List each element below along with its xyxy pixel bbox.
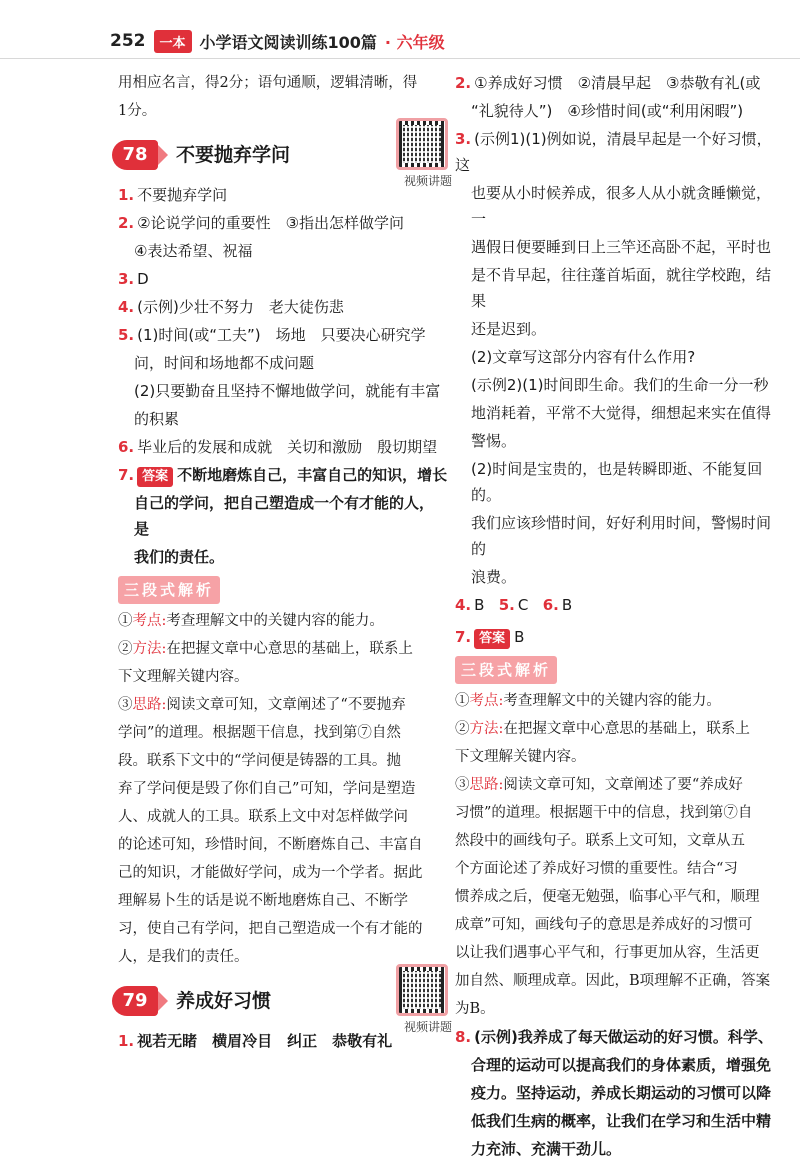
analysis-block: ①考点:考查理解文中的关键内容的能力。 ②方法:在把握文章中心意思的基础上，联系上 下文理解关键内容。 ③思路:阅读文章可知，文章阐述了“不要抛弃 学问”的道理。根据题干信息，找到第⑦自然 段。联系下文中的“学问便是铸器的工具。抛 弃了学问便是毁了你们自己”可知，学问是塑造 人、成就人的工具。联系上文中对怎样做学问 的论述可知，珍惜时间，不断磨炼自己、丰富自 己的知识，才能做好学问，成为一个学者。据此 理解易卜生的话是说不断地磨炼自己、不断学 习，使自己有学问，把自己塑造成一个有才能的 人，是我们的责任。 bbox=[118, 613, 423, 965]
answer-5-cont: (2)只要勤奋且坚持不懈地做学问，就能有丰富 bbox=[134, 382, 441, 400]
answers-4-6: 4. B 5. C 6. B bbox=[455, 596, 573, 614]
page-header bbox=[110, 28, 445, 54]
qr-code-icon[interactable] bbox=[396, 964, 448, 1016]
section-title: 不要抛弃学问 bbox=[176, 144, 291, 166]
answer-7: 7. 答案 不断地磨炼自己，丰富自己的知识，增长 bbox=[118, 462, 448, 488]
left-column bbox=[118, 70, 452, 1056]
answer-tag: 答案 bbox=[137, 467, 173, 487]
text-line: 1分。 bbox=[118, 103, 157, 119]
analysis-label: 三段式解析 bbox=[455, 656, 557, 684]
grade-label: · 六年级 bbox=[384, 32, 445, 52]
section-78-header bbox=[112, 132, 452, 188]
intro-text bbox=[118, 70, 448, 124]
section-number-badge: 78 bbox=[112, 140, 158, 170]
answer-5-cont: 的积累 bbox=[134, 410, 180, 428]
answer-7-cont: 自己的学问，把自己塑造成一个有才能的人，是 bbox=[134, 494, 435, 538]
answer-1: 1. 不要抛弃学问 bbox=[118, 186, 228, 204]
answer-2: 2. ①养成好习惯 ②清晨早起 ③恭敬有礼(或 bbox=[455, 74, 761, 92]
header-divider bbox=[0, 58, 800, 59]
answer-5-cont: 问，时间和场地都不成问题 bbox=[134, 354, 315, 372]
answer-7: 7. 答案 B bbox=[455, 624, 785, 650]
page-number: 252 bbox=[110, 31, 146, 51]
answer-6: 6. 毕业后的发展和成就 关切和激励 殷切期望 bbox=[118, 438, 438, 456]
qr-label: 视频讲题 bbox=[403, 1020, 452, 1034]
answer-1: 1. 视若无睹 横眉冷目 纠正 恭敬有礼 bbox=[118, 1032, 393, 1050]
answer-2-cont: ④表达希望、祝福 bbox=[134, 242, 253, 260]
answer-2: 2. ②论说学问的重要性 ③指出怎样做学问 bbox=[118, 214, 405, 232]
answer-3: 3. (示例1)(1)例如说，清晨早起是一个好习惯，这 bbox=[455, 130, 772, 174]
qr-label: 视频讲题 bbox=[403, 174, 452, 188]
section-79-header bbox=[112, 978, 452, 1034]
answer-tag: 答案 bbox=[474, 629, 510, 649]
answer-5: 5. (1)时间(或“工夫”) 场地 只要决心研究学 bbox=[118, 326, 426, 344]
text-line: 用相应名言，得2分；语句通顺，逻辑清晰，得 bbox=[118, 75, 418, 91]
answer-8: 8. (示例)我养成了每天做运动的好习惯。科学、 bbox=[455, 1028, 773, 1046]
brand-logo: 一本 bbox=[154, 30, 192, 53]
qr-code-icon[interactable] bbox=[396, 118, 448, 170]
analysis-label: 三段式解析 bbox=[118, 576, 220, 604]
answer-3: 3. D bbox=[118, 270, 149, 288]
section-title: 养成好习惯 bbox=[176, 990, 272, 1012]
analysis-block: ①考点:考查理解文中的关键内容的能力。 ②方法:在把握文章中心意思的基础上，联系上 下文理解关键内容。 ③思路:阅读文章可知，文章阐述了要“养成好 习惯”的道理。根据题干中的信息，找到第⑦自 然段中的画线句子。联系上文可知，文章从五 个方面论述了养成好习惯的重要性。结合“习 惯养成之后，便毫无勉强，临事心平气和，顺理 成章”可知，画线句子的意思是养成好的习惯可 以让我们遇事心平气和，行事更加从容，生活更 加自然、顺理成章。因此，B项理解不正确，答案 为B。 bbox=[455, 693, 771, 1017]
book-title: 小学语文阅读训练100篇 bbox=[199, 32, 377, 52]
right-column: 2. ①养成好习惯 ②清晨早起 ③恭敬有礼(或 “礼貌待人”) ④珍惜时间(或“利用闲暇”) 3. (示例1)(1)例如说，清晨早起是一个好习惯，这 也要从小时候养成，很多人从小就贪睡懒觉，一 遇假日便要睡到日上三竿还高卧不起，平时也 是不肯早起，往往蓬首垢面，就往学校跑，结果 还是迟到。 (2)文章写这部分内容有什么作用? (示例2)(1)时间即生命。我们的生命一分一秒 地消耗着，平常不大觉得，细想起来实在值得 警惕。 (2)时间是宝贵的，也是转瞬即逝、不能复回的。 我们应该珍惜时间，好好利用时间，警惕时间的 浪费。 4. B 5. C 6. B 7. 答案 B 三段式解析 ①考点:考查理解文中的关键内容的能力。 ②方法:在把握文章中心意思的基础上，联系上 下文理解关键内容。 ③思路:阅读文章可知，文章阐述了要“养成好 习惯”的道理。根据题干中的信息，找到第⑦自 然段中的画线句子。联系上文可知，文章从五 个方面论述了养成好习惯的重要性。结合“习 惯养成之后，便毫无勉强，临事心平气和，顺理 成章”可知，画线句子的意思是养成好的习惯可 以让我们遇事心平气和，行事更加从容，生活更 加自然、顺理成章。因此，B项理解不正确，答案 为B。 8. (示例)我养成了每天做运动的好习惯。科学、 合理的运动可以提高我们的身体素质，增强免 疫力。坚持运动，养成长期运动的习惯可以降 低我们生病的概率，让我们在学习和生活中精 力充沛、充满干劲儿。 bbox=[455, 70, 785, 1164]
section-number-badge: 79 bbox=[112, 986, 158, 1016]
answer-7-cont: 我们的责任。 bbox=[134, 548, 225, 566]
answer-4: 4. (示例)少壮不努力 老大徒伤悲 bbox=[118, 298, 344, 316]
